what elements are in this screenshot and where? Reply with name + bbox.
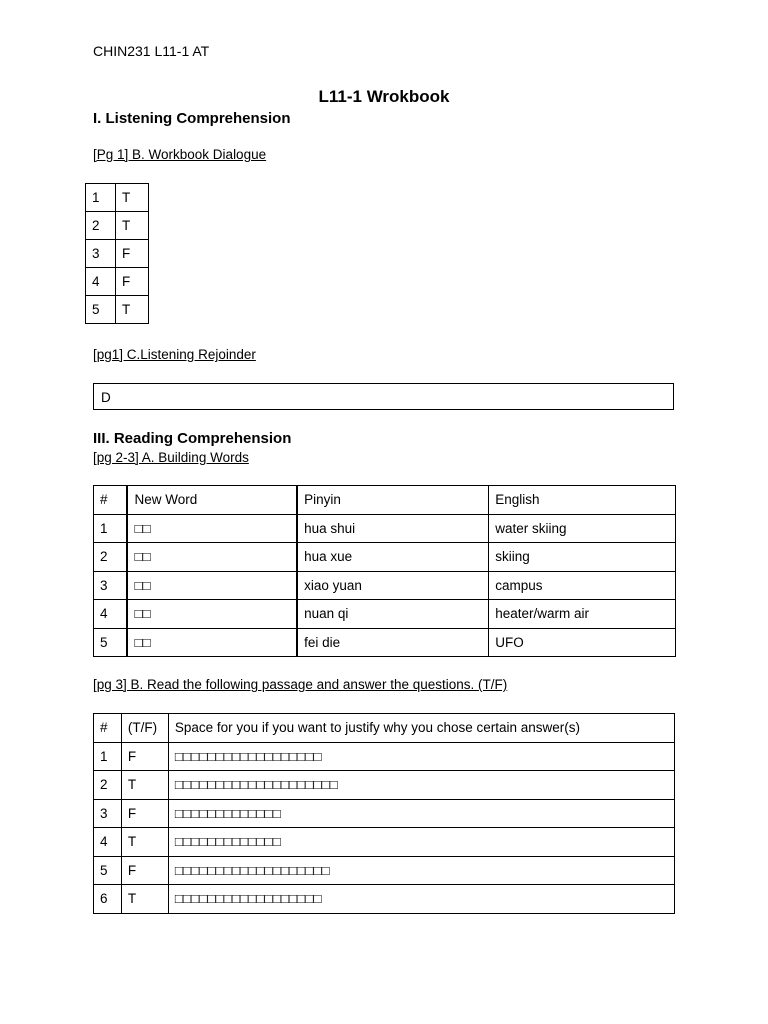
col-header-number: # bbox=[94, 486, 128, 515]
new-word: □□ bbox=[127, 571, 297, 600]
tf-answer: T bbox=[116, 184, 149, 212]
tf-answer: F bbox=[121, 856, 168, 885]
page-title: L11-1 Wrokbook bbox=[318, 87, 450, 106]
table-row bbox=[86, 296, 149, 324]
table-row bbox=[86, 240, 149, 268]
table-row bbox=[94, 799, 675, 828]
pinyin: xiao yuan bbox=[297, 571, 489, 600]
tf-answer: T bbox=[121, 828, 168, 857]
table-row bbox=[86, 268, 149, 296]
table-row bbox=[94, 600, 676, 629]
tf-answer: T bbox=[116, 296, 149, 324]
row-number: 2 bbox=[94, 543, 128, 572]
course-code: CHIN231 L11-1 AT bbox=[93, 43, 210, 59]
tf-answer: T bbox=[121, 885, 168, 914]
rejoinder-answer: D bbox=[101, 390, 111, 405]
question-number: 1 bbox=[86, 184, 116, 212]
table-row bbox=[94, 742, 675, 771]
tf-answer: F bbox=[121, 799, 168, 828]
table-row bbox=[94, 885, 675, 914]
table-row bbox=[94, 828, 675, 857]
english: skiing bbox=[489, 543, 676, 572]
col-header-new-word: New Word bbox=[127, 486, 297, 515]
row-number: 4 bbox=[94, 600, 128, 629]
new-word: □□ bbox=[127, 543, 297, 572]
section-listening-heading: I. Listening Comprehension bbox=[93, 110, 291, 127]
row-number: 1 bbox=[94, 514, 128, 543]
rejoinder-answer-box bbox=[93, 383, 674, 410]
english: heater/warm air bbox=[489, 600, 676, 629]
table-row bbox=[94, 514, 676, 543]
table-row bbox=[94, 771, 675, 800]
col-header-tf: (T/F) bbox=[121, 714, 168, 743]
building-words-table bbox=[93, 485, 676, 657]
question-number: 4 bbox=[86, 268, 116, 296]
english: water skiing bbox=[489, 514, 676, 543]
justification: □□□□□□□□□□□□□□□□□□ bbox=[168, 885, 674, 914]
row-number: 1 bbox=[94, 742, 122, 771]
english: UFO bbox=[489, 628, 676, 657]
col-header-pinyin: Pinyin bbox=[297, 486, 489, 515]
tf-answer: F bbox=[116, 240, 149, 268]
row-number: 3 bbox=[94, 571, 128, 600]
tf-answer: T bbox=[121, 771, 168, 800]
row-number: 4 bbox=[94, 828, 122, 857]
english: campus bbox=[489, 571, 676, 600]
pinyin: hua shui bbox=[297, 514, 489, 543]
part-b-dialogue-label: [Pg 1] B. Workbook Dialogue bbox=[93, 147, 267, 162]
tf-answer: F bbox=[116, 268, 149, 296]
part-b-passage-label: [pg 3] B. Read the following passage and answer the questions. (T/F) bbox=[93, 677, 508, 692]
justification: □□□□□□□□□□□□□ bbox=[168, 799, 674, 828]
col-header-english: English bbox=[489, 486, 676, 515]
new-word: □□ bbox=[127, 600, 297, 629]
col-header-number: # bbox=[94, 714, 122, 743]
question-number: 2 bbox=[86, 212, 116, 240]
row-number: 2 bbox=[94, 771, 122, 800]
new-word: □□ bbox=[127, 628, 297, 657]
table-row bbox=[94, 856, 675, 885]
new-word: □□ bbox=[127, 514, 297, 543]
col-header-justification: Space for you if you want to justify why you chose certain answer(s) bbox=[168, 714, 674, 743]
part-c-rejoinder-label: [pg1] C.Listening Rejoinder bbox=[93, 347, 256, 362]
table-row bbox=[86, 212, 149, 240]
justification: □□□□□□□□□□□□□□□□□□ bbox=[168, 742, 674, 771]
justification: □□□□□□□□□□□□□□□□□□□□ bbox=[168, 771, 674, 800]
row-number: 5 bbox=[94, 628, 128, 657]
row-number: 6 bbox=[94, 885, 122, 914]
row-number: 5 bbox=[94, 856, 122, 885]
tf-answer: F bbox=[121, 742, 168, 771]
row-number: 3 bbox=[94, 799, 122, 828]
table-header-row bbox=[94, 486, 676, 515]
dialogue-answer-table bbox=[85, 183, 149, 324]
pinyin: hua xue bbox=[297, 543, 489, 572]
table-row bbox=[86, 184, 149, 212]
table-row bbox=[94, 571, 676, 600]
pinyin: nuan qi bbox=[297, 600, 489, 629]
part-a-building-words-label: [pg 2-3] A. Building Words bbox=[93, 450, 249, 465]
passage-questions-table bbox=[93, 713, 675, 914]
table-row bbox=[94, 543, 676, 572]
question-number: 5 bbox=[86, 296, 116, 324]
pinyin: fei die bbox=[297, 628, 489, 657]
table-header-row bbox=[94, 714, 675, 743]
tf-answer: T bbox=[116, 212, 149, 240]
section-reading-heading: III. Reading Comprehension bbox=[93, 430, 292, 447]
justification: □□□□□□□□□□□□□ bbox=[168, 828, 674, 857]
justification: □□□□□□□□□□□□□□□□□□□ bbox=[168, 856, 674, 885]
table-row bbox=[94, 628, 676, 657]
question-number: 3 bbox=[86, 240, 116, 268]
